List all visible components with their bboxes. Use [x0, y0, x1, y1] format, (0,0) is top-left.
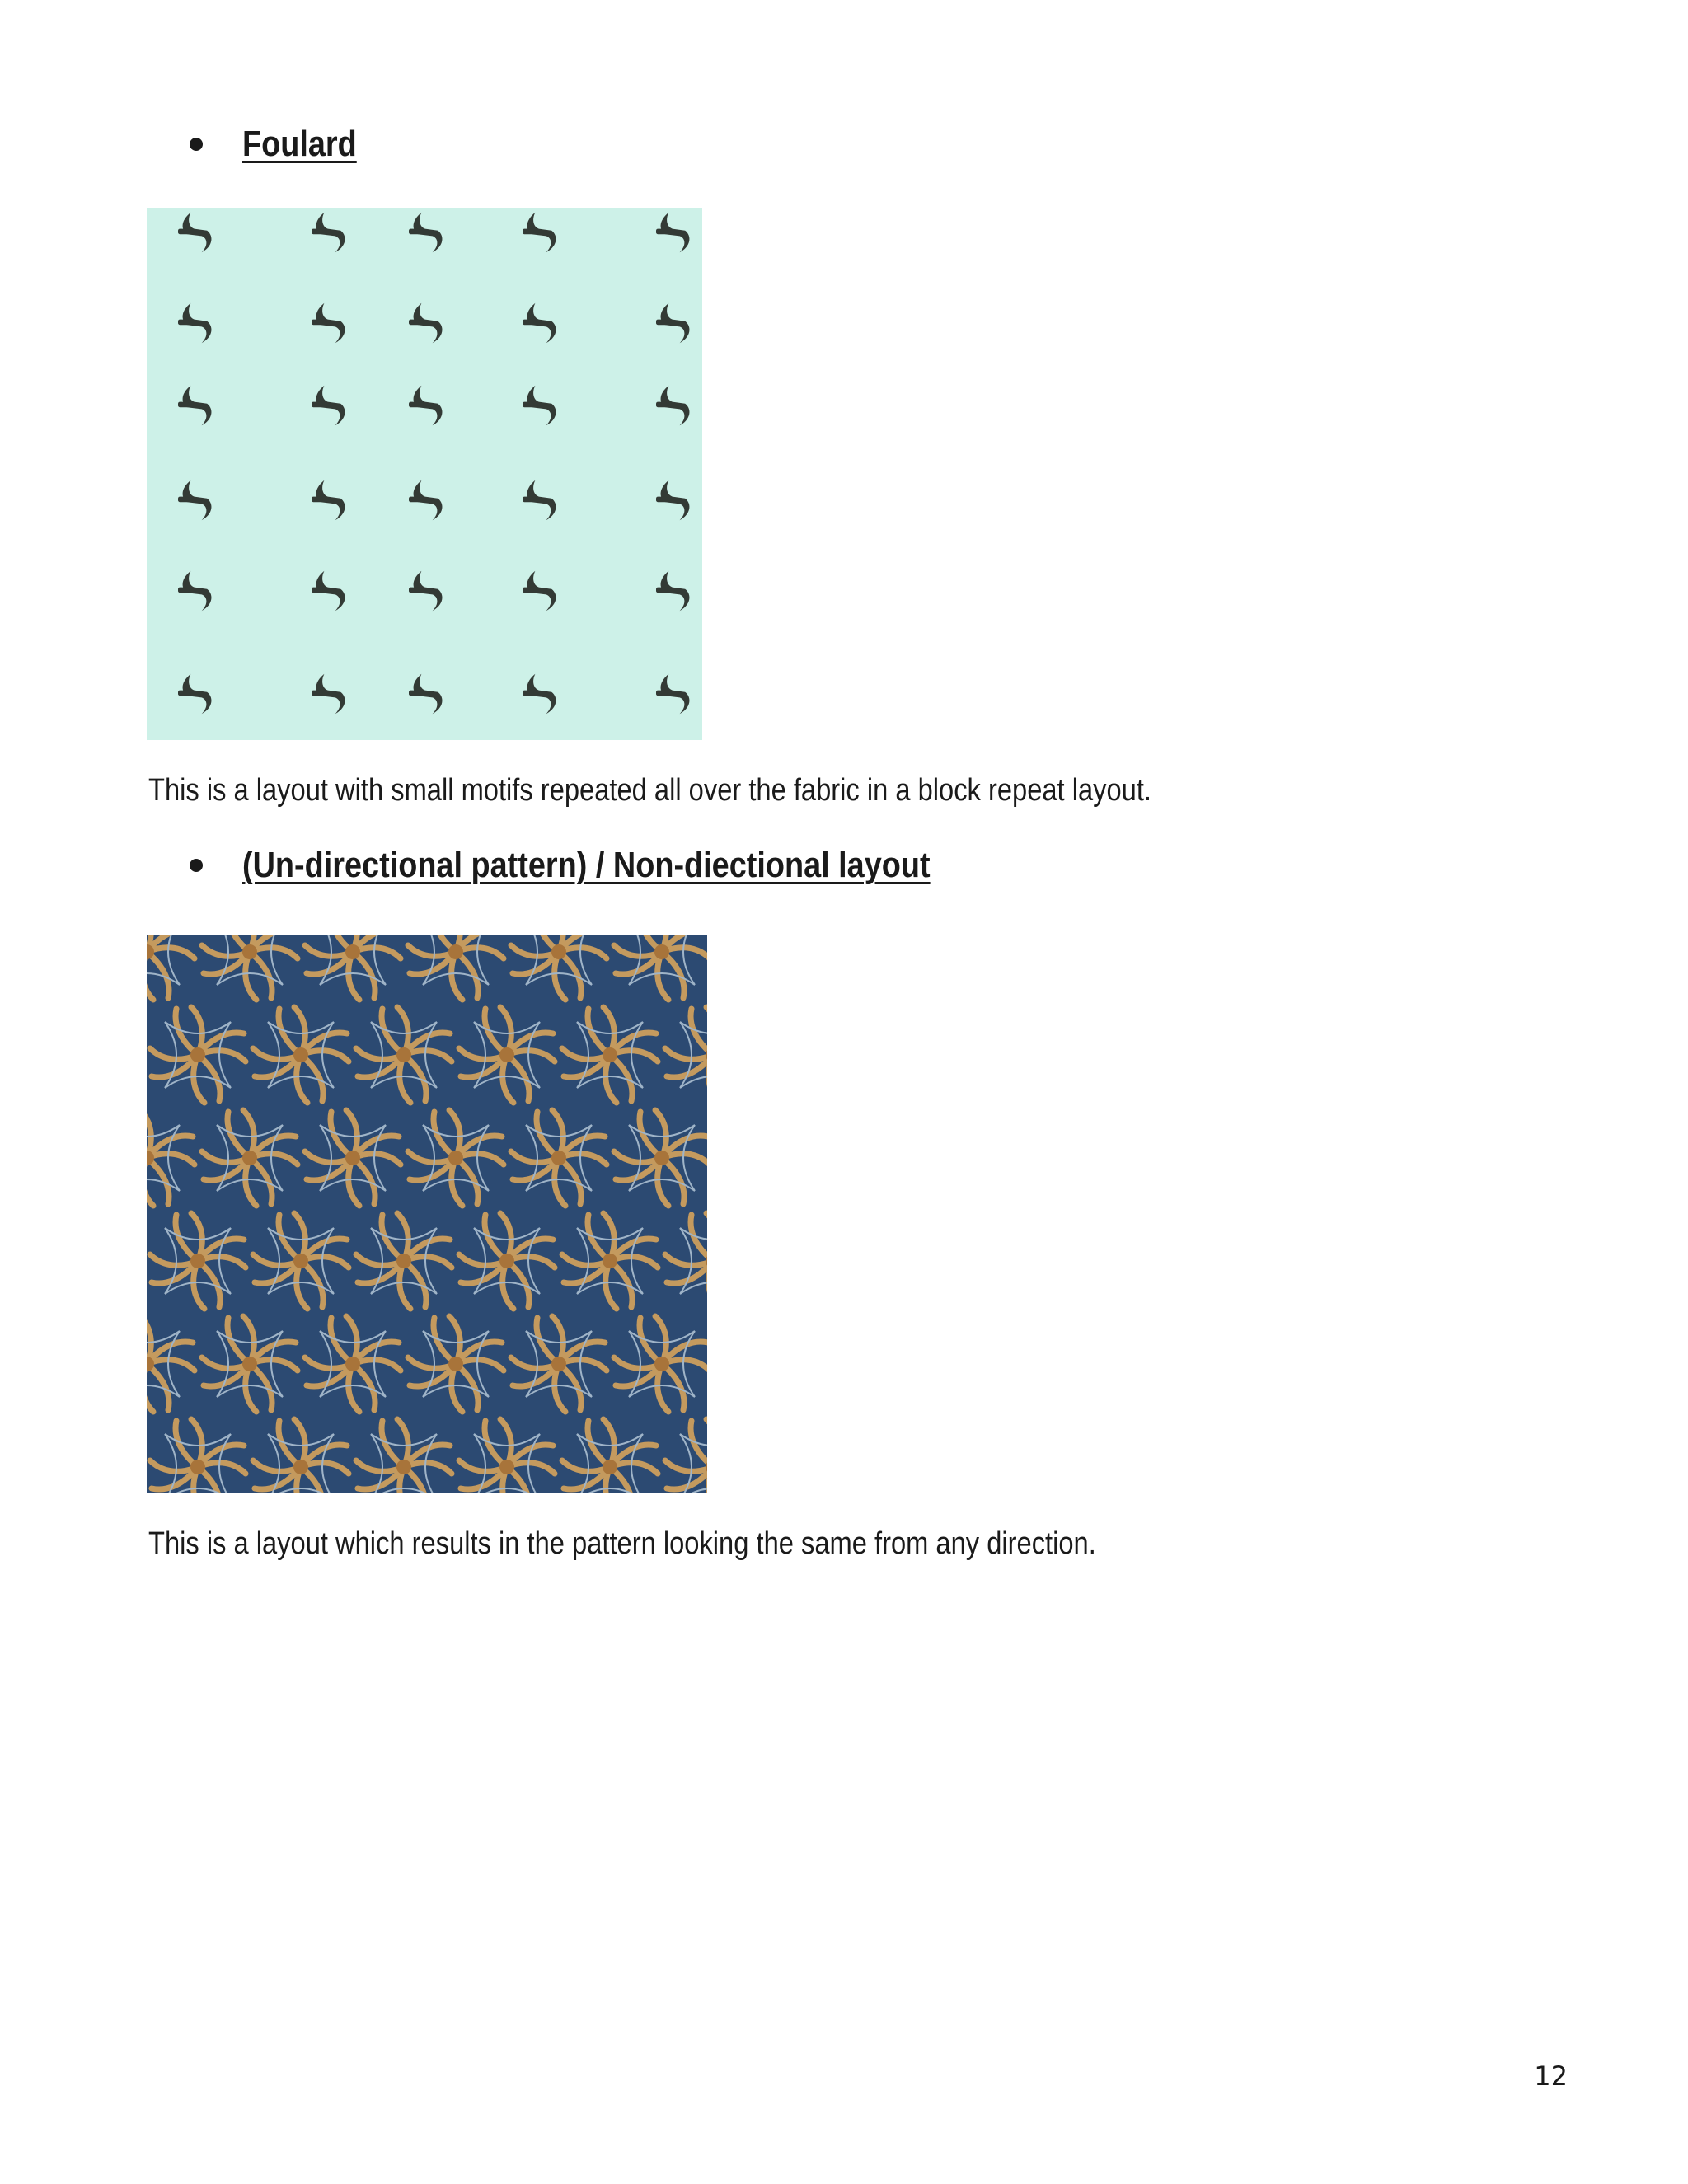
nondirectional-description: This is a layout which results in the pattern looking the same from any direction. [148, 1526, 1096, 1561]
heading-text: Foulard [242, 124, 357, 164]
section-heading-nondirectional [190, 845, 1042, 886]
section-heading-foulard [190, 124, 375, 165]
page-number: 12 [1534, 2060, 1568, 2092]
bullet-icon [190, 859, 203, 872]
bullet-icon [190, 138, 203, 151]
foulard-pattern-image [147, 208, 702, 740]
foulard-description: This is a layout with small motifs repeated all over the fabric in a block repeat layout. [148, 773, 1152, 808]
nondirectional-pattern-image [147, 935, 707, 1493]
heading-text: (Un-directional pattern) / Non-diectional layout [242, 845, 931, 885]
